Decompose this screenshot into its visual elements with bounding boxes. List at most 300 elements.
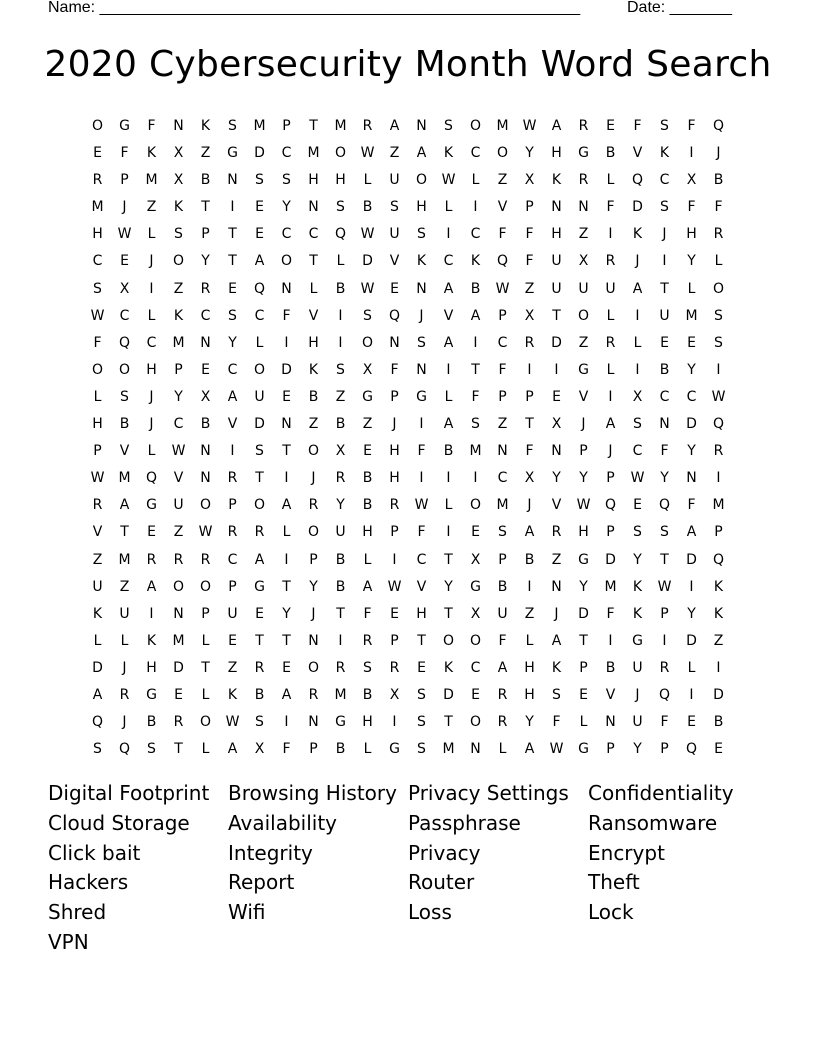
- grid-letter: N: [470, 741, 481, 758]
- grid-letter: J: [122, 199, 127, 216]
- grid-letter: I: [635, 307, 640, 324]
- grid-letter: P: [174, 361, 183, 378]
- grid-letter: W: [90, 470, 105, 487]
- grid-letter: E: [282, 659, 291, 676]
- grid-letter: V: [173, 470, 184, 487]
- grid-letter: I: [554, 361, 559, 378]
- grid-letter: O: [415, 172, 428, 189]
- grid-letter: V: [578, 388, 589, 405]
- grid-letter: P: [660, 741, 669, 758]
- header-line: [48, 0, 748, 19]
- grid-letter: N: [551, 578, 562, 595]
- grid-letter: V: [605, 686, 616, 703]
- grid-letter: W: [495, 280, 510, 297]
- word-list-item: Ransomware: [588, 810, 718, 835]
- grid-letter: M: [118, 470, 131, 487]
- word-list-item: Report: [228, 870, 295, 895]
- grid-letter: A: [227, 741, 238, 758]
- grid-letter: N: [308, 632, 319, 649]
- grid-letter: A: [119, 497, 130, 514]
- grid-letter: E: [93, 145, 102, 162]
- grid-letter: O: [469, 714, 482, 731]
- grid-letter: D: [443, 686, 454, 703]
- grid-letter: Z: [92, 551, 103, 568]
- grid-letter: B: [146, 714, 157, 731]
- grid-letter: S: [714, 334, 723, 351]
- grid-letter: H: [308, 334, 319, 351]
- grid-letter: S: [93, 280, 102, 297]
- grid-letter: R: [335, 470, 346, 487]
- grid-letter: E: [363, 443, 372, 460]
- grid-letter: N: [578, 199, 589, 216]
- grid-letter: L: [309, 280, 318, 297]
- grid-letter: K: [443, 145, 454, 162]
- grid-letter: L: [687, 659, 696, 676]
- grid-letter: S: [255, 714, 264, 731]
- grid-letter: G: [146, 497, 157, 514]
- grid-letter: P: [93, 443, 102, 460]
- grid-letter: T: [309, 118, 318, 134]
- grid-letter: Q: [658, 686, 671, 703]
- grid-letter: O: [469, 632, 482, 649]
- grid-letter: L: [363, 551, 372, 568]
- grid-letter: Q: [712, 416, 725, 433]
- grid-letter: U: [659, 307, 670, 324]
- grid-letter: T: [552, 307, 561, 324]
- grid-letter: W: [441, 172, 456, 189]
- grid-letter: E: [471, 524, 480, 541]
- word-list-item: Router: [408, 870, 475, 895]
- grid-letter: Z: [362, 416, 373, 433]
- grid-letter: R: [497, 686, 508, 703]
- grid-letter: H: [551, 145, 562, 162]
- grid-letter: L: [120, 632, 129, 649]
- grid-letter: O: [91, 118, 104, 134]
- grid-letter: J: [311, 470, 316, 487]
- grid-letter: C: [227, 361, 238, 378]
- grid-letter: T: [660, 551, 669, 568]
- grid-letter: S: [93, 741, 102, 758]
- grid-letter: B: [335, 551, 346, 568]
- grid-letter: O: [118, 361, 131, 378]
- grid-letter: I: [473, 470, 478, 487]
- grid-letter: I: [284, 470, 289, 487]
- grid-letter: B: [308, 388, 319, 405]
- grid-letter: Q: [631, 172, 644, 189]
- grid-letter: Z: [389, 145, 400, 162]
- grid-letter: K: [551, 172, 562, 189]
- grid-letter: I: [446, 226, 451, 243]
- grid-letter: W: [630, 470, 645, 487]
- word-list-item: Click bait: [48, 840, 141, 865]
- grid-letter: O: [199, 578, 212, 595]
- grid-letter: K: [551, 659, 562, 676]
- grid-letter: Y: [687, 443, 696, 460]
- grid-letter: X: [578, 253, 589, 270]
- grid-letter: B: [659, 361, 670, 378]
- grid-letter: A: [605, 416, 616, 433]
- grid-letter: F: [147, 118, 156, 134]
- grid-letter: F: [498, 361, 507, 378]
- grid-letter: F: [525, 443, 534, 460]
- grid-letter: F: [282, 741, 291, 758]
- grid-letter: N: [200, 470, 211, 487]
- grid-letter: I: [446, 524, 451, 541]
- grid-letter: K: [308, 361, 319, 378]
- grid-letter: N: [173, 118, 184, 134]
- grid-letter: K: [200, 118, 211, 134]
- grid-letter: L: [444, 497, 453, 514]
- grid-letter: A: [686, 524, 697, 541]
- grid-letter: O: [307, 443, 320, 460]
- grid-letter: R: [713, 226, 724, 243]
- grid-letter: Y: [579, 470, 588, 487]
- grid-letter: V: [416, 578, 427, 595]
- grid-letter: O: [712, 280, 725, 297]
- grid-letter: P: [606, 741, 615, 758]
- grid-letter: N: [389, 334, 400, 351]
- grid-letter: U: [605, 280, 616, 297]
- grid-letter: O: [91, 361, 104, 378]
- grid-letter: Q: [388, 307, 401, 324]
- grid-letter: H: [335, 172, 346, 189]
- grid-letter: O: [199, 497, 212, 514]
- grid-letter: L: [579, 714, 588, 731]
- grid-letter: U: [335, 524, 346, 541]
- grid-letter: O: [280, 253, 293, 270]
- grid-letter: N: [227, 172, 238, 189]
- grid-letter: I: [419, 416, 424, 433]
- grid-letter: C: [632, 443, 643, 460]
- grid-letter: I: [338, 307, 343, 324]
- grid-letter: K: [713, 578, 724, 595]
- grid-letter: Q: [118, 741, 131, 758]
- grid-letter: C: [119, 307, 130, 324]
- grid-letter: I: [716, 361, 721, 378]
- grid-letter: A: [416, 145, 427, 162]
- grid-letter: E: [714, 741, 723, 758]
- grid-letter: Y: [444, 578, 453, 595]
- grid-letter: L: [606, 361, 615, 378]
- grid-letter: R: [497, 714, 508, 731]
- grid-letter: H: [686, 226, 697, 243]
- grid-letter: O: [577, 307, 590, 324]
- grid-letter: I: [419, 470, 424, 487]
- grid-letter: S: [174, 226, 183, 243]
- grid-letter: W: [711, 388, 726, 405]
- grid-letter: X: [686, 172, 697, 189]
- grid-letter: G: [335, 714, 346, 731]
- grid-letter: J: [149, 416, 154, 433]
- grid-letter: L: [525, 632, 534, 649]
- grid-letter: I: [527, 361, 532, 378]
- grid-letter: P: [201, 605, 210, 622]
- grid-letter: H: [146, 361, 157, 378]
- grid-letter: N: [308, 199, 319, 216]
- grid-letter: I: [716, 659, 721, 676]
- grid-letter: W: [225, 714, 240, 731]
- grid-letter: D: [92, 659, 103, 676]
- grid-letter: K: [173, 199, 184, 216]
- grid-letter: F: [660, 443, 669, 460]
- grid-letter: J: [608, 443, 613, 460]
- word-list-item: VPN: [48, 929, 89, 954]
- grid-letter: R: [308, 686, 319, 703]
- grid-letter: R: [335, 659, 346, 676]
- grid-letter: M: [145, 172, 158, 189]
- grid-letter: E: [390, 280, 399, 297]
- grid-letter: A: [227, 388, 238, 405]
- grid-letter: A: [524, 741, 535, 758]
- grid-letter: A: [632, 280, 643, 297]
- grid-letter: E: [228, 632, 237, 649]
- grid-letter: V: [443, 307, 454, 324]
- grid-letter: X: [470, 551, 481, 568]
- grid-letter: W: [549, 741, 564, 758]
- grid-letter: C: [443, 253, 454, 270]
- grid-letter: H: [551, 226, 562, 243]
- grid-letter: B: [335, 416, 346, 433]
- grid-letter: I: [608, 632, 613, 649]
- grid-letter: J: [419, 307, 424, 324]
- grid-letter: L: [498, 741, 507, 758]
- grid-letter: W: [360, 145, 375, 162]
- grid-letter: E: [471, 686, 480, 703]
- grid-letter: P: [714, 524, 723, 541]
- grid-letter: B: [524, 551, 535, 568]
- word-list-item: Lock: [588, 900, 634, 925]
- grid-letter: Y: [525, 714, 534, 731]
- grid-letter: H: [92, 226, 103, 243]
- grid-letter: C: [659, 172, 670, 189]
- grid-letter: P: [525, 199, 534, 216]
- grid-letter: M: [172, 334, 185, 351]
- grid-letter: C: [92, 253, 103, 270]
- grid-letter: F: [525, 226, 534, 243]
- grid-letter: W: [360, 226, 375, 243]
- grid-letter: H: [578, 524, 589, 541]
- grid-letter: I: [473, 199, 478, 216]
- grid-letter: R: [551, 524, 562, 541]
- grid-letter: J: [149, 388, 154, 405]
- grid-letter: R: [713, 443, 724, 460]
- grid-letter: J: [662, 226, 667, 243]
- grid-letter: Y: [579, 578, 588, 595]
- grid-letter: C: [281, 145, 292, 162]
- grid-letter: F: [633, 118, 642, 134]
- grid-letter: L: [147, 443, 156, 460]
- grid-letter: O: [361, 334, 374, 351]
- grid-letter: D: [551, 334, 562, 351]
- grid-letter: I: [230, 199, 235, 216]
- grid-letter: N: [686, 470, 697, 487]
- grid-letter: M: [118, 551, 131, 568]
- grid-letter: Y: [552, 470, 561, 487]
- grid-letter: Z: [578, 226, 589, 243]
- grid-letter: S: [552, 686, 561, 703]
- grid-letter: Z: [173, 524, 184, 541]
- grid-letter: K: [146, 632, 157, 649]
- grid-letter: A: [146, 578, 157, 595]
- grid-letter: S: [660, 199, 669, 216]
- grid-letter: E: [147, 524, 156, 541]
- grid-letter: X: [551, 416, 562, 433]
- grid-letter: C: [308, 226, 319, 243]
- grid-letter: C: [200, 307, 211, 324]
- grid-letter: B: [200, 172, 211, 189]
- grid-letter: Y: [336, 497, 345, 514]
- grid-letter: D: [632, 199, 643, 216]
- grid-letter: S: [228, 307, 237, 324]
- grid-letter: L: [444, 388, 453, 405]
- grid-letter: S: [228, 118, 237, 134]
- grid-letter: J: [122, 659, 127, 676]
- grid-letter: B: [497, 578, 508, 595]
- grid-letter: J: [122, 714, 127, 731]
- grid-letter: Q: [658, 497, 671, 514]
- grid-letter: B: [470, 280, 481, 297]
- grid-letter: X: [524, 470, 535, 487]
- grid-letter: X: [524, 307, 535, 324]
- grid-letter: I: [338, 632, 343, 649]
- grid-letter: R: [389, 497, 400, 514]
- grid-letter: R: [254, 524, 265, 541]
- grid-letter: R: [173, 714, 184, 731]
- grid-letter: S: [282, 172, 291, 189]
- grid-letter: H: [416, 605, 427, 622]
- grid-letter: J: [716, 145, 721, 162]
- grid-letter: R: [362, 118, 373, 134]
- grid-letter: N: [308, 714, 319, 731]
- grid-letter: S: [417, 714, 426, 731]
- grid-letter: R: [173, 551, 184, 568]
- letter-grid: [84, 113, 732, 763]
- grid-letter: L: [255, 334, 264, 351]
- grid-letter: I: [149, 605, 154, 622]
- word-list-item: Privacy Settings: [408, 781, 569, 805]
- grid-letter: H: [524, 686, 535, 703]
- grid-letter: T: [444, 551, 453, 568]
- grid-letter: P: [309, 741, 318, 758]
- word-list: [48, 778, 768, 957]
- grid-letter: H: [389, 470, 400, 487]
- grid-letter: K: [632, 605, 643, 622]
- grid-letter: W: [171, 443, 186, 460]
- grid-letter: S: [660, 524, 669, 541]
- grid-letter: B: [443, 443, 454, 460]
- grid-letter: E: [255, 199, 264, 216]
- grid-letter: L: [444, 199, 453, 216]
- grid-letter: D: [713, 686, 724, 703]
- grid-letter: L: [147, 226, 156, 243]
- grid-letter: G: [227, 145, 238, 162]
- grid-letter: X: [335, 443, 346, 460]
- grid-letter: V: [389, 253, 400, 270]
- grid-letter: J: [149, 253, 154, 270]
- grid-letter: P: [390, 524, 399, 541]
- grid-letter: E: [174, 686, 183, 703]
- grid-letter: D: [686, 551, 697, 568]
- grid-letter: I: [716, 470, 721, 487]
- grid-letter: G: [254, 578, 265, 595]
- grid-letter: S: [147, 741, 156, 758]
- grid-letter: V: [551, 497, 562, 514]
- grid-letter: Z: [227, 659, 238, 676]
- grid-letter: P: [228, 497, 237, 514]
- grid-letter: F: [687, 118, 696, 134]
- grid-letter: J: [581, 416, 586, 433]
- grid-letter: F: [93, 334, 102, 351]
- grid-letter: D: [254, 145, 265, 162]
- grid-letter: P: [498, 307, 507, 324]
- grid-letter: A: [443, 334, 454, 351]
- date-label: Date: _______: [627, 0, 732, 16]
- grid-letter: C: [497, 470, 508, 487]
- grid-letter: N: [200, 443, 211, 460]
- grid-letter: J: [527, 497, 532, 514]
- grid-letter: W: [657, 578, 672, 595]
- grid-letter: S: [255, 172, 264, 189]
- grid-letter: A: [389, 118, 400, 134]
- grid-letter: A: [254, 551, 265, 568]
- grid-letter: D: [362, 253, 373, 270]
- grid-letter: I: [284, 714, 289, 731]
- grid-letter: X: [173, 145, 184, 162]
- grid-letter: O: [172, 578, 185, 595]
- grid-letter: S: [336, 361, 345, 378]
- grid-letter: N: [551, 199, 562, 216]
- word-list-item: Cloud Storage: [48, 810, 190, 835]
- grid-letter: S: [390, 199, 399, 216]
- grid-letter: S: [633, 416, 642, 433]
- grid-letter: U: [632, 659, 643, 676]
- grid-letter: R: [578, 172, 589, 189]
- grid-letter: E: [579, 686, 588, 703]
- grid-letter: E: [552, 388, 561, 405]
- grid-letter: G: [578, 145, 589, 162]
- grid-letter: Y: [687, 361, 696, 378]
- grid-letter: E: [633, 497, 642, 514]
- grid-letter: P: [498, 388, 507, 405]
- grid-letter: R: [227, 470, 238, 487]
- grid-letter: P: [579, 659, 588, 676]
- grid-letter: V: [119, 443, 130, 460]
- grid-letter: L: [687, 280, 696, 297]
- grid-letter: M: [604, 578, 617, 595]
- grid-letter: F: [525, 253, 534, 270]
- grid-letter: N: [173, 605, 184, 622]
- grid-letter: Z: [578, 334, 589, 351]
- grid-letter: C: [281, 226, 292, 243]
- grid-letter: P: [525, 388, 534, 405]
- grid-letter: I: [689, 578, 694, 595]
- grid-letter: C: [470, 145, 481, 162]
- grid-letter: C: [146, 334, 157, 351]
- grid-letter: M: [685, 307, 698, 324]
- grid-letter: G: [362, 388, 373, 405]
- grid-letter: S: [417, 741, 426, 758]
- grid-letter: K: [713, 605, 724, 622]
- grid-letter: Z: [524, 280, 535, 297]
- grid-letter: N: [416, 280, 427, 297]
- grid-letter: M: [469, 443, 482, 460]
- grid-letter: I: [689, 686, 694, 703]
- grid-letter: L: [282, 524, 291, 541]
- grid-letter: T: [444, 605, 453, 622]
- grid-letter: G: [578, 551, 589, 568]
- grid-letter: I: [284, 334, 289, 351]
- grid-letter: V: [497, 199, 508, 216]
